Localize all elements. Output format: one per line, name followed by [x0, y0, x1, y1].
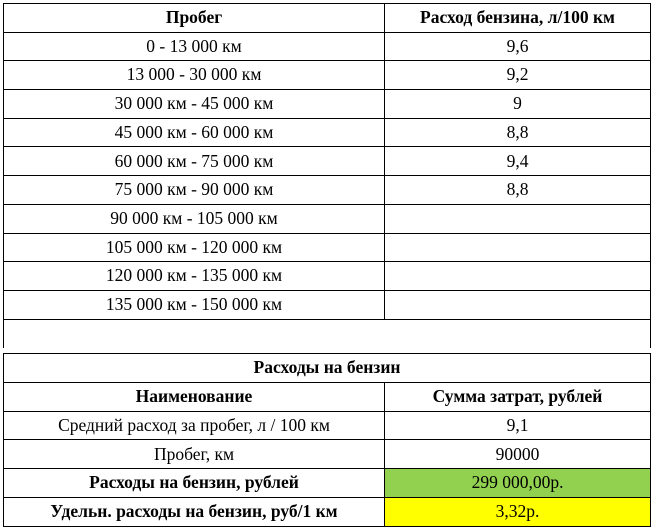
value-cell: 9,1 — [385, 411, 651, 440]
table-row — [4, 262, 651, 291]
table-row — [4, 233, 651, 262]
specific-row — [4, 497, 651, 526]
consumption-cell — [385, 233, 651, 262]
fuel-expenses-table — [3, 353, 651, 527]
total-row — [4, 469, 651, 498]
total-value: 299 000,00р. — [385, 469, 651, 498]
mileage-cell: 30 000 км - 45 000 км — [4, 90, 385, 119]
consumption-cell — [385, 204, 651, 233]
mileage-consumption-table — [3, 3, 651, 348]
table-header-row — [4, 4, 651, 33]
mileage-cell: 45 000 км - 60 000 км — [4, 118, 385, 147]
value-cell: 90000 — [385, 440, 651, 469]
table-row — [4, 118, 651, 147]
table-row — [4, 176, 651, 205]
consumption-cell — [385, 262, 651, 291]
total-label: Расходы на бензин, рублей — [4, 469, 385, 498]
table-row — [4, 61, 651, 90]
table-row — [4, 411, 651, 440]
specific-value: 3,32р. — [385, 497, 651, 526]
table-row — [4, 32, 651, 61]
header-mileage: Пробег — [4, 4, 385, 33]
table-row — [4, 440, 651, 469]
header-amount: Сумма затрат, рублей — [385, 382, 651, 411]
consumption-cell: 9 — [385, 90, 651, 119]
spacer-cell — [4, 319, 651, 348]
specific-label: Удельн. расходы на бензин, руб/1 км — [4, 497, 385, 526]
label-cell: Средний расход за пробег, л / 100 км — [4, 411, 385, 440]
mileage-cell: 60 000 км - 75 000 км — [4, 147, 385, 176]
mileage-cell: 120 000 км - 135 000 км — [4, 262, 385, 291]
consumption-cell: 8,8 — [385, 176, 651, 205]
mileage-cell: 90 000 км - 105 000 км — [4, 204, 385, 233]
table-row — [4, 90, 651, 119]
spacer-row — [4, 319, 651, 348]
consumption-cell — [385, 290, 651, 319]
table-header-row — [4, 382, 651, 411]
consumption-cell: 9,2 — [385, 61, 651, 90]
table-row — [4, 204, 651, 233]
consumption-cell: 9,6 — [385, 32, 651, 61]
mileage-cell: 135 000 км - 150 000 км — [4, 290, 385, 319]
header-name: Наименование — [4, 382, 385, 411]
table-row — [4, 290, 651, 319]
mileage-cell: 0 - 13 000 км — [4, 32, 385, 61]
table-title-row — [4, 354, 651, 383]
consumption-cell: 8,8 — [385, 118, 651, 147]
table-row — [4, 147, 651, 176]
mileage-cell: 13 000 - 30 000 км — [4, 61, 385, 90]
header-fuel-consumption: Расход бензина, л/100 км — [385, 4, 651, 33]
mileage-cell: 105 000 км - 120 000 км — [4, 233, 385, 262]
label-cell: Пробег, км — [4, 440, 385, 469]
consumption-cell: 9,4 — [385, 147, 651, 176]
mileage-cell: 75 000 км - 90 000 км — [4, 176, 385, 205]
table-title: Расходы на бензин — [4, 354, 651, 383]
